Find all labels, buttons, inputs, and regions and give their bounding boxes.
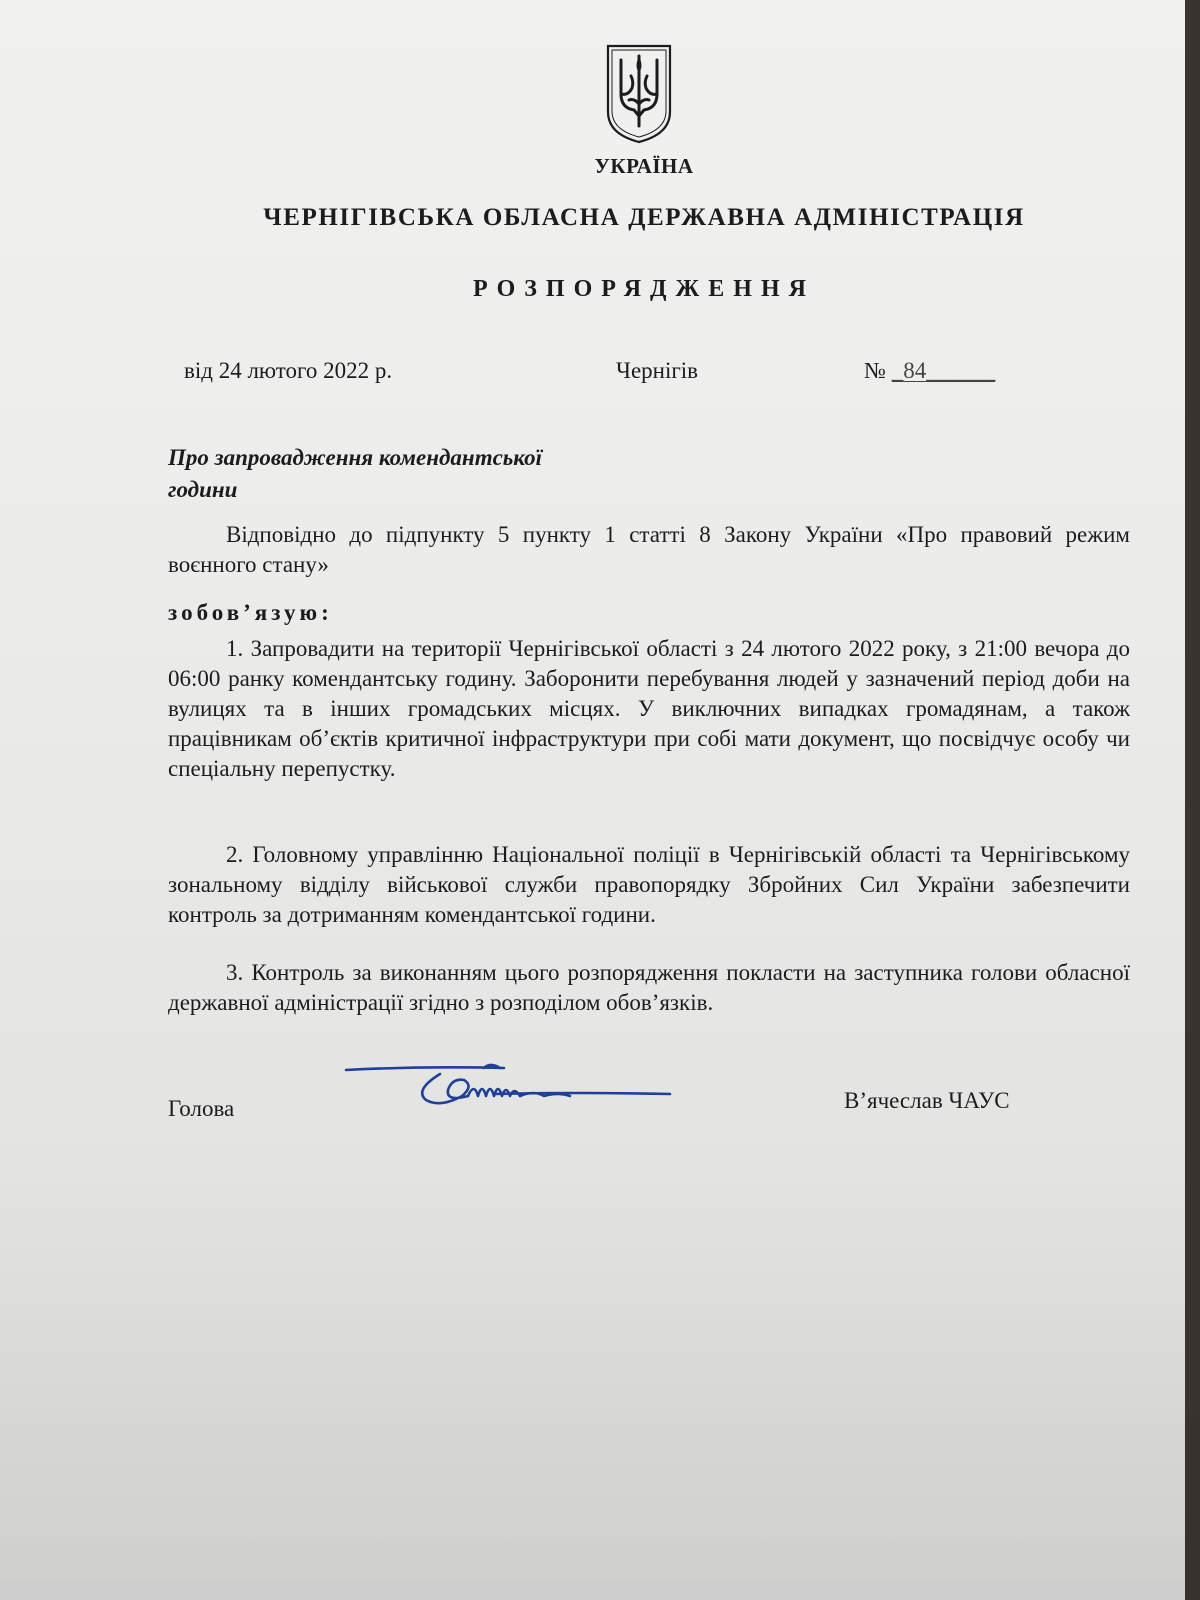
- document-city: Чернігів: [616, 358, 699, 383]
- subject-line-1: Про запровадження комендантської: [168, 445, 542, 470]
- obligation-colon: :: [321, 600, 329, 625]
- date-label: від: [184, 358, 213, 383]
- date-value: 24 лютого 2022 р.: [218, 358, 393, 383]
- item-3-paragraph: 3. Контроль за виконанням цього розпорядження покласти на заступника голови обласної державної адміністрації згідно з розподілом обов’язків.: [168, 960, 1130, 1015]
- handwritten-signature: [344, 1056, 684, 1126]
- administration-title: ЧЕРНІГІВСЬКА ОБЛАСНА ДЕРЖАВНА АДМІНІСТРАЦІЯ: [263, 204, 1025, 231]
- subject-line-2: години: [168, 477, 238, 502]
- document-number: [864, 358, 995, 384]
- signatory-name: В’ячеслав ЧАУС: [844, 1088, 1010, 1113]
- document-date: [184, 358, 392, 384]
- obligation-heading: [168, 600, 329, 626]
- trident-coat-of-arms-icon: [604, 42, 674, 146]
- document-subject: [168, 442, 668, 506]
- country-title: УКРАЇНА: [594, 154, 694, 178]
- document-type-title: РОЗПОРЯДЖЕННЯ: [473, 276, 815, 302]
- obligation-word: зобов’язую: [168, 600, 322, 625]
- preamble-paragraph: Відповідно до підпункту 5 пункту 1 статті 8 Закону України «Про правовий режим воєнного стану»: [168, 522, 1130, 577]
- signatory-role: Голова: [168, 1096, 235, 1121]
- item-1-paragraph: 1. Запровадити на території Чернігівської області з 24 лютого 2022 року, з 21:00 вечора до 06:00 ранку комендантську годину. Заборонити перебування людей у зазначений період доби на вулицях та в інших громадських місцях. У виключних випадках громадянам, а також працівникам об’єктів критичної інфраструктури при собі мати документ, що посвідчує особу чи спеціальну перепустку.: [168, 636, 1130, 781]
- number-label: №: [864, 358, 886, 383]
- number-value: _84______: [891, 358, 996, 383]
- item-2-paragraph: 2. Головному управлінню Національної поліції в Чернігівській області та Чернігівському зональному відділу військової служби правопорядку Збройних Сил України забезпечити контроль за дотриманням комендантської години.: [168, 842, 1130, 927]
